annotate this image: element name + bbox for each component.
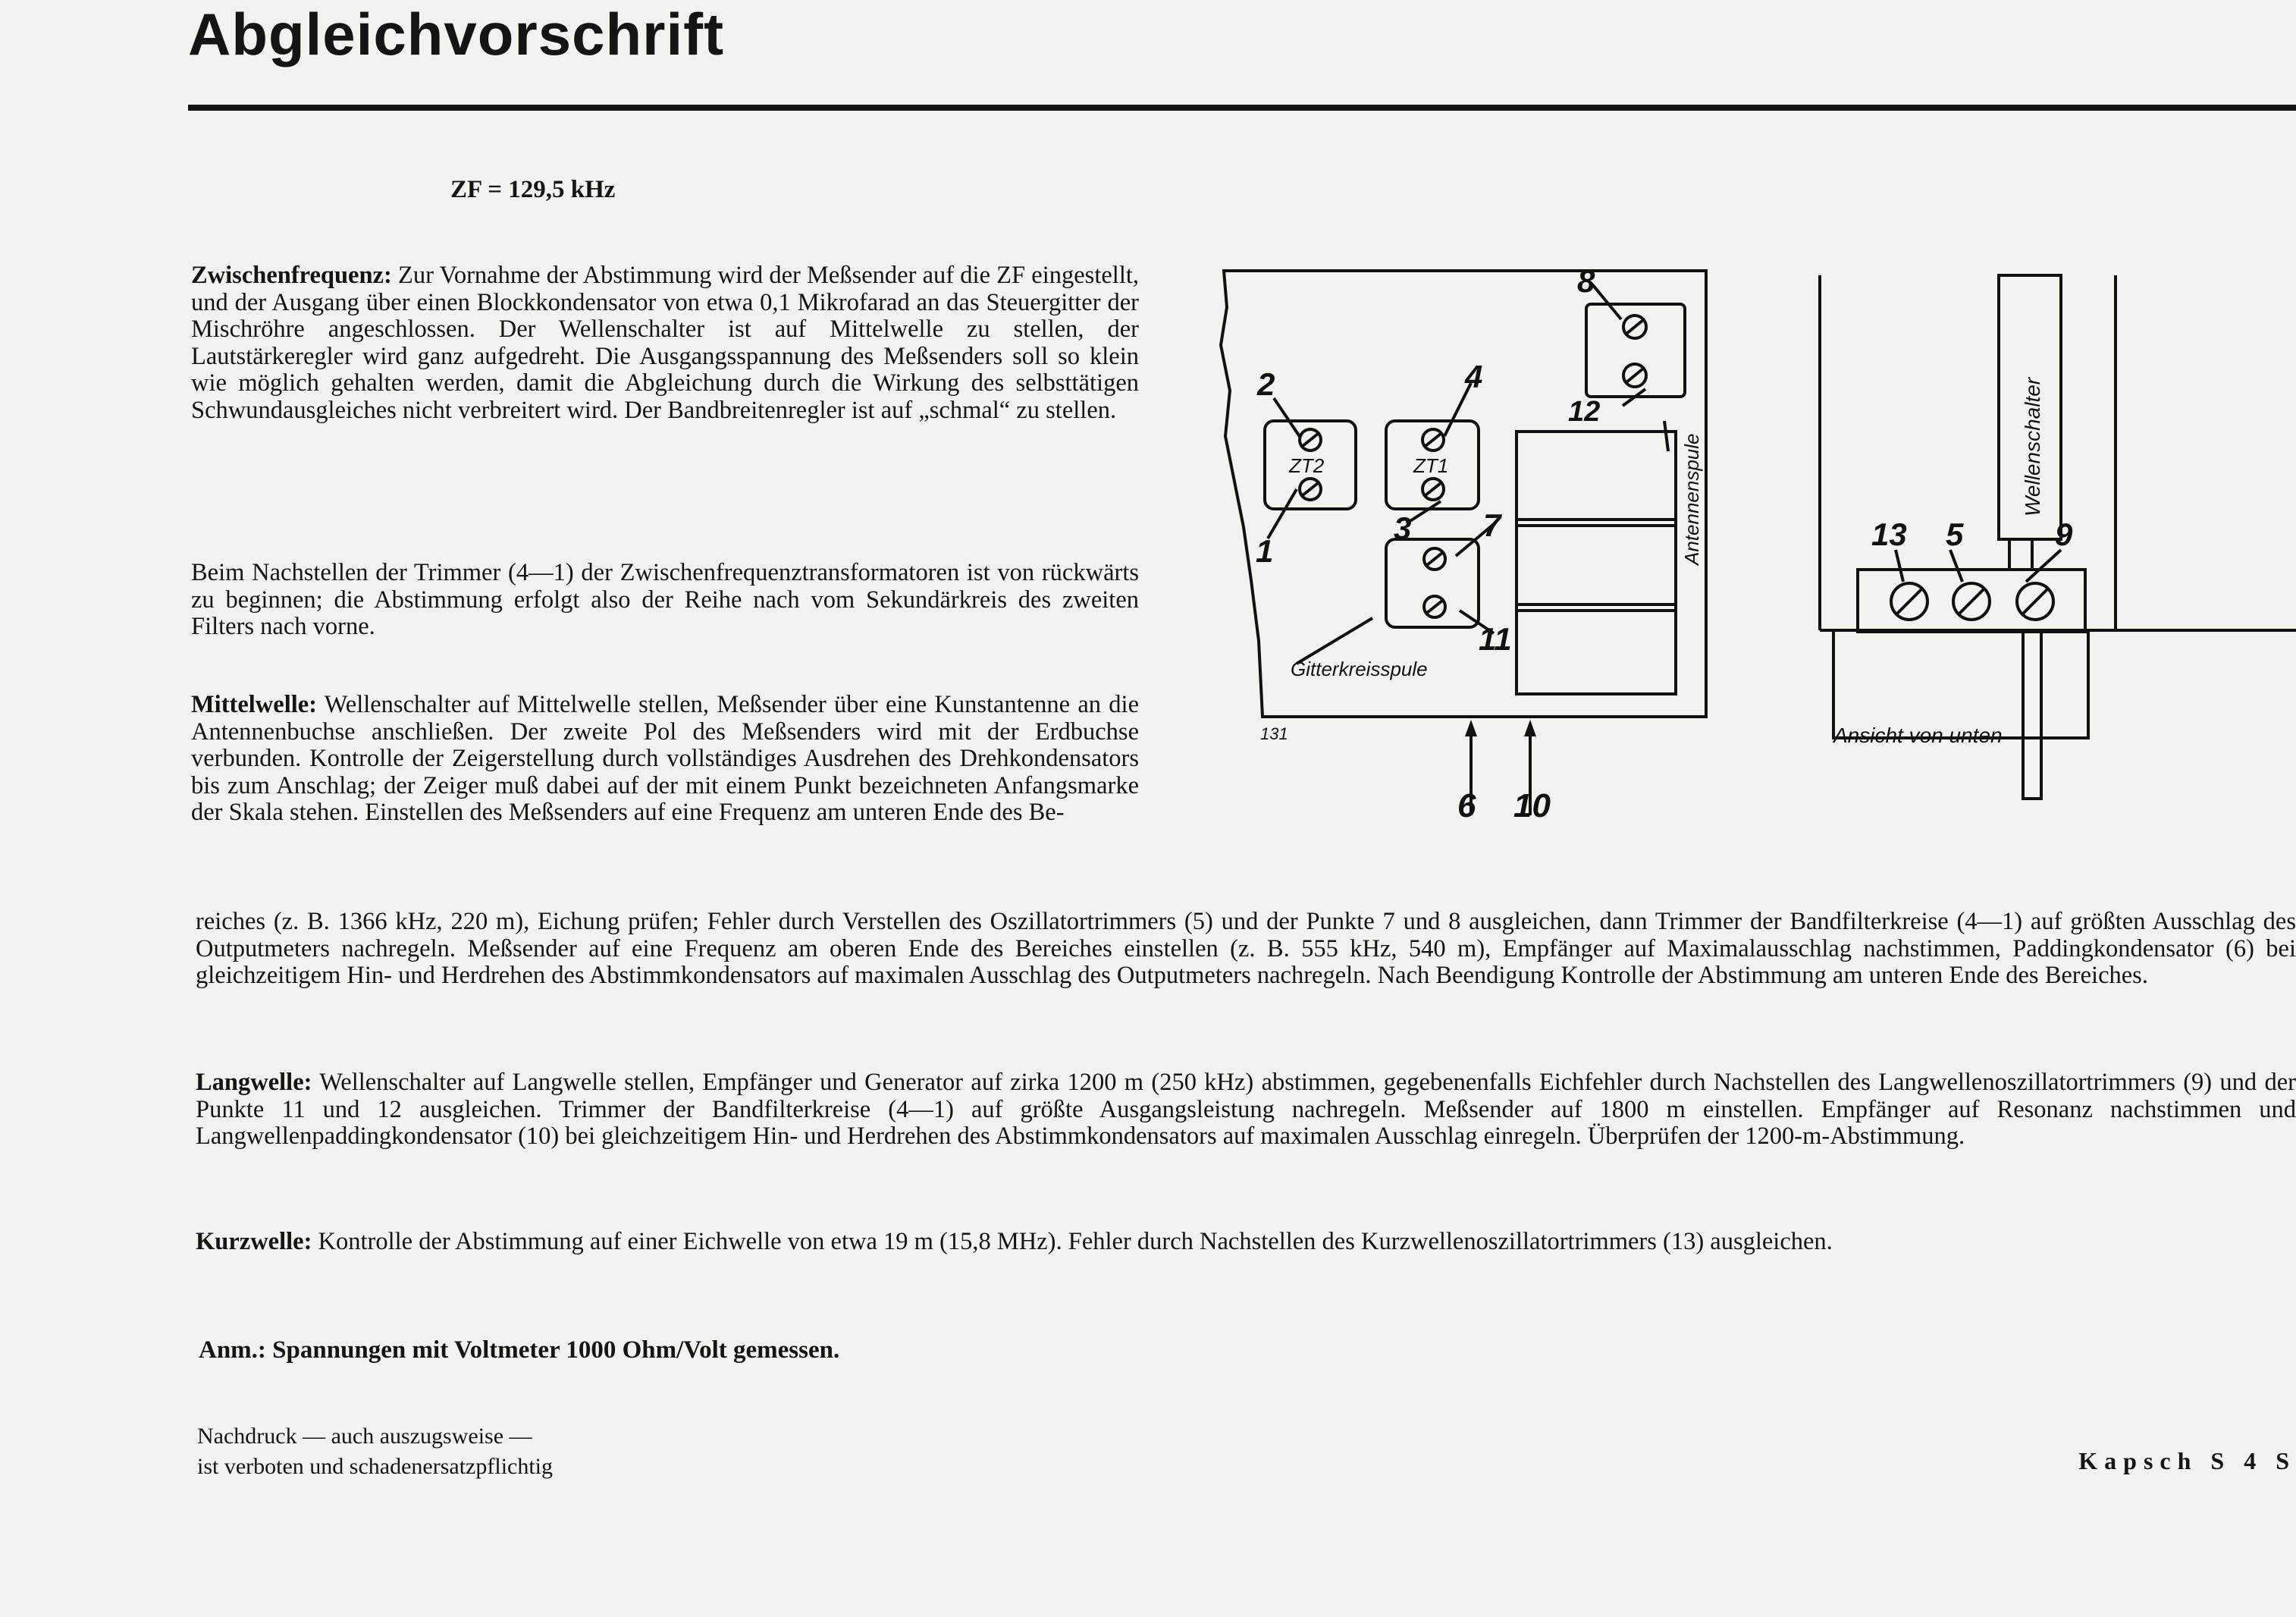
label-zt2: ZT2: [1289, 454, 1325, 477]
label-2: 2: [1257, 366, 1275, 402]
measurement-note: Anm.: Spannungen mit Voltmeter 1000 Ohm/Volt gemessen.: [199, 1336, 840, 1364]
label-1: 1: [1256, 533, 1274, 569]
label-131: 131: [1260, 724, 1288, 743]
text-kurzwelle: Kontrolle der Abstimmung auf einer Eichwelle von etwa 19 m (15,8 MHz). Fehler durch Nachstellen des Kurzwellenoszillatortrimmers (13) ausgleichen.: [318, 1228, 1833, 1255]
switch-shaft: [2023, 632, 2041, 799]
model-name: Kapsch S 4 S: [2078, 1447, 2296, 1474]
text-langwelle: Wellenschalter auf Langwelle stellen, Empfänger und Generator auf zirka 1200 m (250 kHz) abstimmen, gegebenenfalls Eichfehler durch Nachstellen des Langwellenoszillatortrimmers (9) und der Punkte 11 und 12 ausgleichen. Trimmer der Bandfilterkreise (4—1) auf größte Ausgangsleistung nachregeln. Meßsender auf 1800 m einstellen. Empfänger auf Resonanz nachstimmen und Langwellenpaddingkondensator (10) bei gleichzeitigem Hin- und Herdrehen des Abstimmkondensators auf maximalen Ausschlag einregeln. Überprüfen der 1200-m-Abstimmung.: [196, 1069, 2296, 1150]
section-kurzwelle: [196, 1229, 2296, 1256]
zf-line: ZF = 129,5 kHz: [450, 176, 616, 203]
label-zt1: ZT1: [1413, 454, 1449, 477]
label-11: 11: [1479, 621, 1512, 657]
label-4: 4: [1465, 359, 1483, 394]
text-zwischenfrequenz: Zur Vornahme der Abstimmung wird der Meßsender auf die ZF eingestellt, und der Ausgang über einen Blockkondensator von etwa 0,1 Mikrofarad an das Steuergitter der Mischröhre angeschlossen. Der Wellenschalter ist auf Mittelwelle zu stellen, der Lautstärkeregler wird ganz aufgedreht. Die Ausgangsspannung des Meßsenders soll so klein wie möglich gehalten werden, damit die Abgleichung durch die Wirkung des selbsttätigen Schwundausgleiches nicht verbreitert wird. Der Bandbreitenregler ist auf „schmal“ zu stellen.: [191, 262, 1139, 424]
heading-zwischenfrequenz: Zwischenfrequenz:: [191, 262, 392, 289]
heading-mittelwelle: Mittelwelle:: [191, 691, 318, 718]
footer-line-2: ist verboten und schadenersatzpflichtig: [197, 1454, 554, 1479]
header-rule: [188, 105, 2296, 111]
label-7: 7: [1483, 507, 1501, 543]
label-antennenspule: Antennenspule: [1680, 433, 1703, 565]
text-mittelwelle-wide: reiches (z. B. 1366 kHz, 220 m), Eichung prüfen; Fehler durch Verstellen des Oszillatortrimmers (5) und der Punkte 7 und 8 ausgleichen, dann Trimmer der Bandfilterkreise (4—1) auf größten Ausschlag des Outputmeters nachregeln. Meßsender auf eine Frequenz am oberen Ende des Bereiches einstellen (z. B. 555 kHz, 540 m), Empfänger auf Maximalausschlag nachstimmen, Paddingkondensator (6) bei gleichzeitigem Hin- und Herdrehen des Abstimmkondensators auf maximalen Ausschlag des Outputmeters nachregeln. Nach Beendigung Kontrolle der Abstimmung am unteren Ende des Bereiches.: [196, 908, 2296, 989]
copyright-footer: [197, 1421, 553, 1482]
section-mittelwelle-continued: [196, 909, 2296, 990]
footer-line-1: Nachdruck — auch auszugsweise —: [197, 1424, 532, 1449]
heading-langwelle: Langwelle:: [196, 1069, 312, 1096]
label-gitterkreisspule: Gitterkreisspule: [1291, 658, 1428, 680]
label-8: 8: [1577, 263, 1595, 299]
label-13: 13: [1871, 516, 1907, 552]
label-wellenschalter: Wellenschalter: [2021, 377, 2044, 516]
section-mittelwelle: [191, 692, 1139, 827]
heading-kurzwelle: Kurzwelle:: [196, 1228, 312, 1255]
label-ansicht-von-unten: Ansicht von unten: [1833, 724, 2003, 747]
section-langwelle: [196, 1069, 2296, 1151]
label-3: 3: [1394, 510, 1412, 546]
section-trimmer: [191, 560, 1139, 641]
alignment-diagram: [1213, 262, 2296, 823]
label-5: 5: [1946, 516, 1964, 552]
text-mittelwelle-narrow: Wellenschalter auf Mittelwelle stellen, Meßsender über eine Kunstantenne an die Antennenbuchse anschließen. Der zweite Pol des Meßsenders wird mit der Erdbuchse verbunden. Kontrolle der Zeigerstellung durch vollständiges Ausdrehen des Drehkondensators bis zum Anschlag; der Zeiger muß dabei auf der mit einem Punkt bezeichneten Anfangsmarke der Skala stehen. Einstellen des Meßsenders auf eine Frequenz am unteren Ende des Be-: [191, 691, 1139, 826]
label-10: 10: [1513, 787, 1551, 823]
text-trimmer: Beim Nachstellen der Trimmer (4—1) der Zwischenfrequenztransformatoren ist von rückwärts zu beginnen; die Abstimmung erfolgt also der Reihe nach vom Sekundärkreis des zweiten Filters nach vorne.: [191, 559, 1139, 640]
section-zwischenfrequenz: [191, 262, 1139, 424]
capacitor-frame: [1517, 432, 1676, 694]
antennenspule-coil-box: [1586, 304, 1685, 397]
label-6: 6: [1457, 787, 1476, 823]
page-title: Abgleichvorschrift: [188, 1, 725, 68]
label-12: 12: [1568, 396, 1601, 428]
label-9: 9: [2055, 516, 2073, 552]
